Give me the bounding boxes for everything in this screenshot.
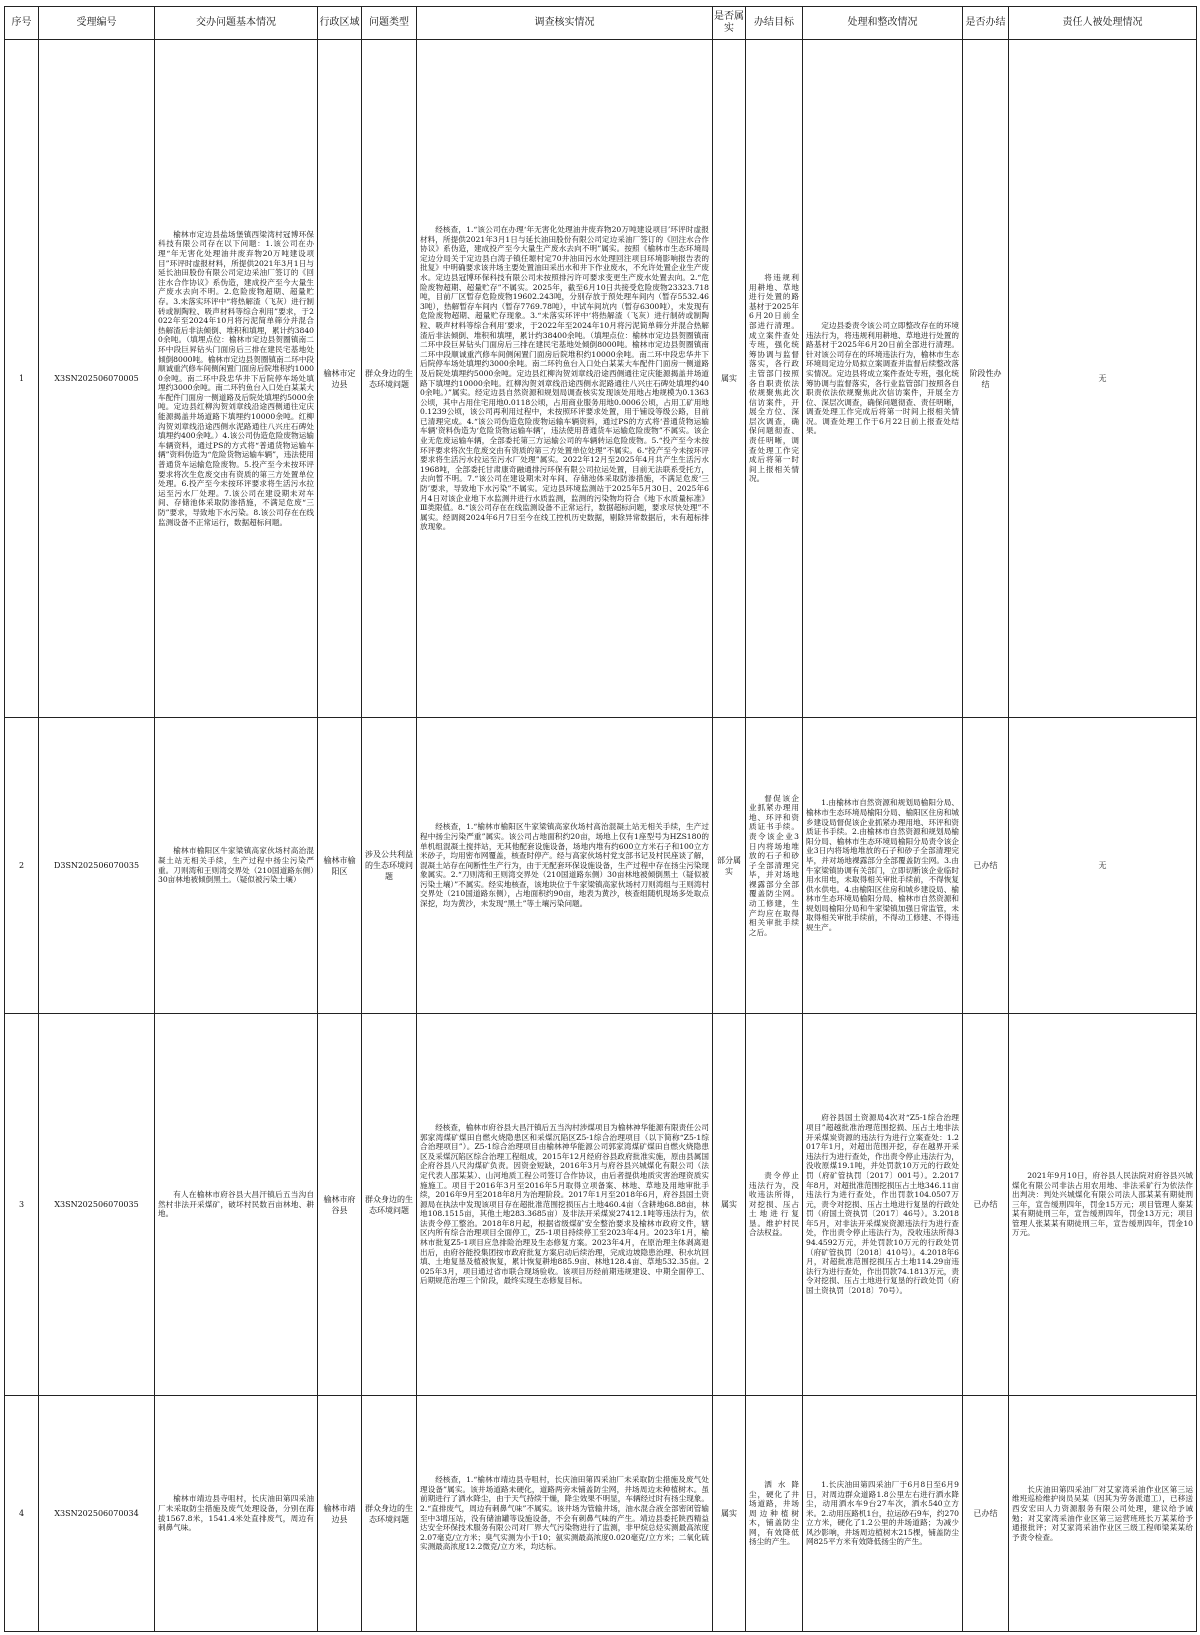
cell-admin-area: 榆林市府谷县 — [318, 1014, 362, 1396]
cell-goal: 责令停止违法行为，没收违法所得，对挖损、压占土地进行复垦。维护村民合法权益。 — [746, 1014, 803, 1396]
cell-rectification: 1.由榆林市自然资源和规划局榆阳分局、榆林市生态环境局榆阳分局、榆阳区住房和城乡建设局督促该企业抓紧办理用地、环评和资质证书手续。2.由榆林市自然资源和规划局榆阳分局、榆林市生态环境局榆阳分局责令该企业3日内将场地堆放的石子和砂子全部清理完毕，并对场地裸露部分全部覆盖防尘网。3.由牛家梁镇协调有关部门，立即切断该企业临时用水用电，未取得相关审批手续前，不得恢复供水供电。4.由榆阳区住房和城乡建设局、榆林市生态环境局榆阳分局、榆林市自然资源和规划局榆阳分局和牛家梁镇加强日常监管，未取得相关审批手续前，不得动工修建、不得违规生产。 — [803, 718, 963, 1014]
header-verified: 是否属实 — [713, 7, 746, 40]
cell-acceptance-no: X3SN202506070035 — [39, 1014, 155, 1396]
cell-seq: 2 — [5, 718, 39, 1014]
cell-admin-area: 榆林市靖边县 — [318, 1396, 362, 1632]
cell-rectification: 1.长庆油田第四采油厂于6月8日至6月9日，对周边群众道路1.8公里左右进行洒水降尘，动用洒水车9台27车次，洒水540立方米。2.动用压路机1台，拉运砂石9车，约270立方米，硬化了1.2公里的井场道路；为减少风沙影响，井场周边植树木215棵，铺盖防尘网825平方米有效降低扬尘的产生。 — [803, 1396, 963, 1632]
cell-seq: 4 — [5, 1396, 39, 1632]
cell-accountability: 2021年9月10日，府谷县人民法院对府谷县兴城煤化有限公司非法占用农用地、非法采矿行为依法作出判决：判处兴城煤化有限公司法人邵某某有期徒刑三年，宣告缓刑四年，罚金15万元；项目管理人秦某某有期徒刑三年，宣告缓刑四年，罚金13万元；项目管理人张某某有期徒刑三年，宣告缓刑四年，罚金10万元。 — [1009, 1014, 1197, 1396]
cell-rectification: 定边县委责令该公司立即整改存在的环境违法行为，将违规利用耕地、草地进行处置的路基材于2025年6月20日前全部进行清理。针对该公司存在的环境违法行为，榆林市生态环境局定边分局拟立案调查并监督后续整改落实情况。定边县将成立案件查处专班，强化统筹协调与监督落实，各行业监管部门按照各自职责依法依规聚焦此次信访案件，开展全方位、深层次调查，确保问题彻查、责任明晰，调查处理工作完成后将第一时间上报相关情况。调查处理工作于6月22日前上报查处结果。 — [803, 40, 963, 718]
header-accountability: 责任人被处理情况 — [1009, 7, 1197, 40]
cell-acceptance-no: X3SN202506070005 — [39, 40, 155, 718]
cell-verified: 部分属实 — [713, 718, 746, 1014]
cell-goal: 督促该企业抓紧办理用地、环评和资质证书手续。责令该企业3日内将场地堆放的石子和砂子全部清理完毕，并对场地裸露部分全部覆盖防尘网。动工修建，生产均应在取得相关审批手续之后。 — [746, 718, 803, 1014]
header-admin-area: 行政区域 — [318, 7, 362, 40]
cell-seq: 1 — [5, 40, 39, 718]
cell-issue-summary: 榆林市定边县盐场堡镇西梁湾村冠博环保科技有限公司存在以下问题：1.该公司在办理“年无害化处理油井废弃物20万吨建设项目”环评时虚报材料，所提供2021年3月1日与延长油田股份有限公司定边采油厂签订的《回注水合作协议》系伪造，建成投产至今大量生产废水去向不明。2.危险废物超期、超量贮存。3.未落实环评中“将热解渣（飞灰）进行制砖或制陶粒、吸声材料等综合利用”要求，于2022年至2024年10月将污泥简单筛分并混合热解渣后非法倾倒、堆积和填埋，累计约38400余吨。（填埋点位：榆林市定边县贺圈镇南二环中段巨昇钻头门面房后三排在建民宅基地处倾倒8000吨。榆林市定边县贺圈镇南二环中段顺诚重汽修车间侧闲置门面房后院堆积约10000余吨。南二环中段忠华井下后院停车场处填埋约3000余吨。南二环钓鱼台入口处白某某大车配件门面房一侧道路及后院处填埋约5000余吨。定边县红柳沟贺刘章线沿途西侧通往定庆能源揭盖井场道路下填埋约10000余吨。红柳沟贺刘章线沿途西侧水泥路通往八兴庄石碑处填埋约400余吨。）4.该公司伪造危险废物运输车辆资料，通过PS的方式将“普通货物运输车辆”资料伪造为“危险货物运输车辆”，违法使用普通货车运输危险废物。5.投产至今未按环评要求将次生危废交由有资质的第三方处置单位处理。6.投产至今未按环评要求将生活污水拉运至污水厂处理。7.该公司在建设期未对车间、存储池体采取防渗措施，不满足危废“三防”要求，导致地下水污染。8.该公司存在在线监测设备不正常运行，数据超标问题。 — [155, 40, 318, 718]
header-row — [5, 7, 1197, 40]
cell-issue-type: 涉及公共利益的生态环境问题 — [362, 718, 417, 1014]
cell-issue-summary: 有人在榆林市府谷县大昌汗镇后五当沟自然村非法开采煤矿，破坏村民数百亩林地、耕地。 — [155, 1014, 318, 1396]
cell-investigation: 经核查，榆林市府谷县大昌汗镇后五当沟村涉煤项目为榆林神华能源有限责任公司郭家湾煤矿煤田自燃火烧隐患区和采煤沉陷区Z5-1综合治理项目（以下简称“Z5-1综合治理项目”）。Z5-1综合治理项目由榆林神华能源公司郭家湾煤矿煤田自燃火烧隐患区及采煤沉陷区综合治理工程组成，2015年12月经府谷县政府批准实施，原由县属国企府谷县八尺沟煤矿负责。因资金短缺，2016年3月与府谷县兴城煤化有限公司（法定代表人邵某某）、山河地质工程公司签订合作协议，由后者提供地质灾害治理资质实施施工。项目于2016年3月至2016年5月取得立项备案、林地、草地及用地审批手续，2016年9月至2018年8月为治理阶段。2017年1月至2018年6月，府谷县国土资源局在执法中发现该项目存在超批准范围挖损压占土地460.4亩（含耕地68.88亩，林地108.1515亩，其他土地283.3685亩）及非法开采煤炭27412.1吨等违法行为，依法责令停工整治。2018年8月起，根据省级煤矿安全整治要求及榆林市政府文件，辖区内所有综合治理项目全面停工，Z5-1项目持续停工至2023年4月。2023年1月，榆林市批复Z5-1项目应急排险治理及生态修复方案。2023年4月，在原治理主体剥离退出后，由府谷能投集团按市政府批复方案启动后续治理，完成边坡隐患治理、积水坑回填、土地复垦及植被恢复，累计恢复耕地885.9亩、林地128.4亩、草地532.35亩。2025年3月，项目通过省市联合现场验收。该项目历经前期违规建设、中期全面停工、后期规范治理三个阶段，最终实现生态修复目标。 — [417, 1014, 713, 1396]
cell-completed: 已办结 — [963, 718, 1009, 1014]
table-row — [5, 40, 1197, 718]
cell-issue-type: 群众身边的生态环境问题 — [362, 1014, 417, 1396]
table-row — [5, 718, 1197, 1014]
cell-completed: 阶段性办结 — [963, 40, 1009, 718]
cell-issue-summary: 榆林市靖边县寺咀村，长庆油田第四采油厂未采取防尘措施及废气处理设备，分别在海拔1567.8米，1541.4米处直排废气，周边有刺鼻气味。 — [155, 1396, 318, 1632]
cell-investigation: 经核查，1.“该公司在办理‘年无害化处理油井废弃物20万吨建设项目’环评时虚报材料，所提供2021年3月1日与延长油田股份有限公司定边采油厂签订的《回注水合作协议》系伪造，建成投产至今大量生产废水去向不明”属实。按照《榆林市生态环境局定边分局关于定边县白湾子镇任塬村定70井油田污水处理回注项目环境影响报告表的批复》中明确要求该井场主要处置油田采出水和井下作业废水，不允许处置企业生产废水。定边县冠博环保科技有限公司未按照排污许可要求变更生产废水处置去向。2.“危险废物超期、超量贮存”不属实。2025年，截至6月10日共接受危险废物23323.718吨，目前厂区暂存危险废物19602.243吨，分别存放于预处理车间内（暂存5532.463吨），热解暂存车间内（暂存7769.78吨），中试车间坑内（暂存6300吨），未发现有危险废物超期、超量贮存现象。3.“未落实环评中‘将热解渣（飞灰）进行制砖或制陶粒、吸声材料等综合利用’要求，于2022年至2024年10月将污泥简单筛分并混合热解渣后非法倾倒、堆积和填埋，累计约38400余吨。（填埋点位：榆林市定边县贺圈镇南二环中段巨昇钻头门面房后三排在建民宅基地处倾倒8000吨。榆林市定边县贺圈镇南二环中段顺诚重汽修车间侧闲置门面房后院堆积约10000余吨。南二环中段忠华井下后院停车场处填埋约3000余吨。南二环钓鱼台入口处白某某大车配件门面房一侧道路及后院处填埋约5000余吨。定边县红柳沟贺刘章线沿途西侧通往定庆能源揭盖井场道路下填埋约10000余吨。红柳沟贺刘章线沿途西侧水泥路通往八兴庄石碑处填埋约400余吨。）”属实。经定边县自然资源和规划局调查核实发现该处用地占地规模为0.1363公顷，其中占用住宅用地0.0118公顷，占用商业服务用地0.0006公顷，占用工矿用地0.1239公顷，该公司再利用过程中，未按照环评要求处置，用于铺设等级公路，目前已清理完成。4.“该公司伪造危险废物运输车辆资料，通过PS的方式将‘普通货物运输车辆’资料伪造为‘危险货物运输车辆’，违法使用普通货车运输危险废物”不属实。该企业无危废运输车辆，全部委托第三方运输公司的车辆转运危险废物。5.“投产至今未按环评要求将次生危废交由有资质的第三方处置单位处理”不属实。6.“投产至今未按环评要求将生活污水拉运至污水厂处理”属实。2022年12月至2025年4月共产生生活污水1968吨，全部委托甘肃康奇融通排污环保有限公司拉运处置，目前无法联系受托方，去向暂不明。7.“该公司在建设期未对车间、存储池体采取防渗措施，不满足危废‘三防’要求，导致地下水污染”不属实。定边县环境监测站于2025年5月30日、2025年6月4日对该企业地下水监测井进行水质监测，监测的污染物均符合《地下水质量标准》Ⅲ类限值。8.“该公司存在在线监测设备不正常运行，数据超标问题，要求尽快处理”不属实。经调阅2024年6月7日至今在线工控机历史数据，剔除异常数据后，未有超标排放现象。 — [417, 40, 713, 718]
cell-verified: 属实 — [713, 1396, 746, 1632]
petition-table — [4, 6, 1197, 1632]
table-row — [5, 1014, 1197, 1396]
cell-acceptance-no: D3SN202506070035 — [39, 718, 155, 1014]
header-completed: 是否办结 — [963, 7, 1009, 40]
cell-issue-type: 群众身边的生态环境问题 — [362, 1396, 417, 1632]
cell-goal: 洒水降尘，硬化了井场道路，井场周边种植树木，铺盖防尘网，有效降低扬尘的产生。 — [746, 1396, 803, 1632]
cell-rectification: 府谷县国土资源局4次对“Z5-1综合治理项目”超越批准治理范围挖损、压占土地非法开采煤炭资源的违法行为进行立案查处：1.2017年1月，对超出范围开挖，存在越界开采违法行为进行查处，作出责令停止违法行为，没收原煤19.1吨，并处罚款10万元的行政处罚（府矿管执罚〔2017〕001号）。2.2017年8月，对超批准范围挖损压占土地346.11亩违法行为进行查处，作出罚款104.0507万元，责令对挖损、压占土地进行复垦的行政处罚（府国土资执罚〔2017〕46号）。3.2018年5月，对非法开采煤炭资源违法行为进行查处，作出责令停止违法行为，没收违法所得394.4592万元，并处罚款10万元的行政处罚（府矿管执罚〔2018〕410号）。4.2018年6月，对超批准范围挖损压占土地114.29亩违法行为进行查处，作出罚款74.1813万元，责令对挖损、压占土地进行复垦的行政处罚（府国土资执罚〔2018〕70号）。 — [803, 1014, 963, 1396]
header-investigation: 调查核实情况 — [417, 7, 713, 40]
cell-investigation: 经核查，1.“榆林市榆阳区牛家梁镇高家伙场村高治混凝土站无相关手续，生产过程中扬尘污染严重”属实。该公司占地面积约20亩，场地上仅有1座型号为HZS180的单机组混凝土搅拌站，无其他配套设施设备，场地内堆有约600立方米石子和100立方米砂子，均用密布网覆盖，核查时停产。经与高家伙场村党支部书记及村民座谈了解，混凝土站存在间断性生产行为，由于无配套环保设施设备，生产过程中存在扬尘污染现象属实。2.“刀则湾和王则湾交界处（210国道路东侧）30亩林地被倾倒黑土（疑似被污染土壤）”不属实。经实地核查，该地块位于牛家梁镇高家伙场村刀则湾组与王则湾村交界处（210国道路东侧），占地面积约90亩，地表为黄沙，核查组随机现场多处取点深挖，均为黄沙，未发现“黑土”等土壤污染问题。 — [417, 718, 713, 1014]
cell-accountability: 无 — [1009, 40, 1197, 718]
cell-verified: 属实 — [713, 40, 746, 718]
cell-issue-summary: 榆林市榆阳区牛家梁镇高家伙场村高治混凝土站无相关手续，生产过程中扬尘污染严重。刀则湾和王则湾交界处（210国道路东侧）30亩林地被倾倒黑土。（疑似被污染土壤） — [155, 718, 318, 1014]
cell-acceptance-no: X3SN202506070034 — [39, 1396, 155, 1632]
cell-verified: 属实 — [713, 1014, 746, 1396]
cell-completed: 已办结 — [963, 1014, 1009, 1396]
cell-completed: 已办结 — [963, 1396, 1009, 1632]
cell-admin-area: 榆林市定边县 — [318, 40, 362, 718]
cell-accountability: 无 — [1009, 718, 1197, 1014]
cell-admin-area: 榆林市榆阳区 — [318, 718, 362, 1014]
cell-seq: 3 — [5, 1014, 39, 1396]
header-acceptance-no: 受理编号 — [39, 7, 155, 40]
header-rectification: 处理和整改情况 — [803, 7, 963, 40]
header-issue-type: 问题类型 — [362, 7, 417, 40]
cell-investigation: 经核查，1.“榆林市靖边县寺咀村，长庆油田第四采油厂未采取防尘措施及废气处理设备”属实。该井场道路未硬化，道路两旁未铺盖防尘网，井场周边未种植树木。虽前期进行了洒水降尘，由于天气持续干燥，降尘效果不明显，车辆经过时有扬尘现象。2.“直排废气，周边有刺鼻气味”不属实。该井场为管输井场，油水混合液全部密闭管输至中3增压站，没有储油罐等设施设备，不会有刺鼻气味的产生。靖边县委托陕西精益达安全环保技术服务有限公司对厂界大气污染物进行了监测，非甲烷总烃实测最高浓度2.07毫克/立方米；臭气实测为小于10；氨实测最高浓度0.020毫克/立方米；二氧化硫实测最高浓度12.2微克/立方米，均达标。 — [417, 1396, 713, 1632]
table-row — [5, 1396, 1197, 1632]
header-seq: 序号 — [5, 7, 39, 40]
header-goal: 办结目标 — [746, 7, 803, 40]
cell-goal: 将违规利用耕地、草地进行处置的路基材于2025年6月20日前全部进行清理。成立案件查处专班，强化统筹协调与监督落实，各行政主管部门按照各自职责依法依规聚焦此次信访案件，开展全方位、深层次调查，确保问题彻查、责任明晰，调查处理工作完成后将第一时间上报相关情况。 — [746, 40, 803, 718]
cell-issue-type: 群众身边的生态环境问题 — [362, 40, 417, 718]
cell-accountability: 长庆油田第四采油厂对艾家湾采油作业区第三运维班巡检维护岗员吴某（因其为劳务派遣工），已移送西安宏田人力资源服务有限公司处理，建议给予诫勉；对艾家湾采油作业区第三运营班班长万某某给予通报批评；对艾家湾采油作业区三级工程师梁某某给予责令检查。 — [1009, 1396, 1197, 1632]
header-issue-summary: 交办问题基本情况 — [155, 7, 318, 40]
